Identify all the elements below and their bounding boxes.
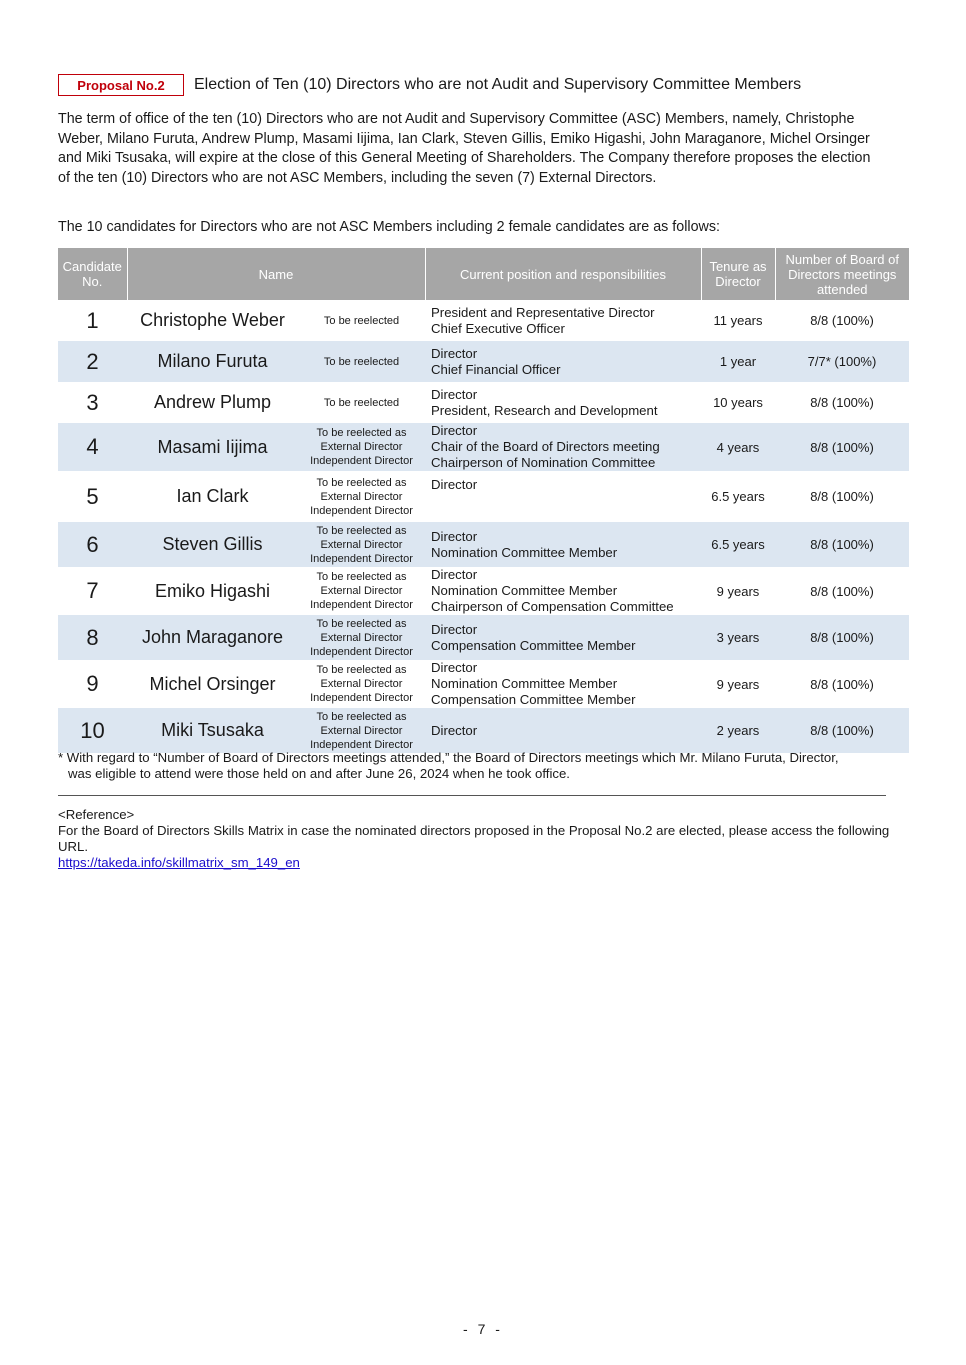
candidate-attendance: 8/8 (100%): [810, 489, 874, 504]
status-line: External Director: [320, 490, 403, 503]
candidate-tenure: 3 years: [701, 615, 775, 660]
candidate-tenure: 1 year: [701, 341, 775, 382]
position-line: Compensation Committee Member: [431, 692, 636, 707]
header-name: Name: [127, 248, 425, 300]
table-row: [58, 382, 909, 423]
proposal-heading: [58, 74, 801, 96]
position-line: Chairperson of Nomination Committee: [431, 455, 656, 470]
footnote: [58, 750, 918, 782]
candidate-position: [425, 300, 701, 341]
position-line: Director: [431, 477, 478, 492]
candidate-position: [425, 423, 701, 471]
reference-section: [58, 807, 918, 871]
status-line: Independent Director: [310, 455, 413, 467]
position-line: Director: [431, 345, 478, 361]
candidate-status: [298, 382, 425, 423]
candidate-name: Miki Tsusaka: [127, 708, 298, 753]
status-line: External Director: [320, 724, 403, 737]
status-line: Independent Director: [310, 599, 413, 611]
candidate-status: [298, 708, 425, 753]
candidate-status: [298, 660, 425, 708]
candidate-name: Andrew Plump: [153, 392, 272, 412]
position-line: Director: [431, 423, 478, 438]
intro-paragraph: The term of office of the ten (10) Directors who are not Audit and Supervisory Committee (ASC) Members, namely, Christophe Weber, Milano Furuta, Andrew Plump, Masami Iijima, Ian Clark, Steven Gillis, Emiko Higashi, John Maraganore, Michel Orsinger and Miki Tsusaka, will expire at the close of this General Meeting of Shareholders. The Company therefore proposes the election of the ten (10) Directors who are not ASC Members, including the seven (7) External Directors.: [58, 111, 871, 186]
position-line: Nomination Committee Member: [431, 583, 618, 598]
candidate-tenure: 11 years: [713, 313, 763, 328]
candidate-tenure: 6.5 years: [711, 489, 765, 504]
candidate-name: Ian Clark: [176, 486, 249, 506]
status-line: Independent Director: [310, 692, 413, 704]
status-line: External Director: [320, 678, 403, 690]
position-line: Nomination Committee Member: [431, 676, 618, 691]
table-lead-text: The 10 candidates for Directors who are not ASC Members including 2 female candidates are as follows:: [58, 219, 720, 235]
position-line: President and Representative Director: [431, 304, 655, 320]
candidate-status: [298, 615, 425, 660]
divider: [58, 795, 886, 796]
table-row: [58, 615, 909, 660]
candidate-attendance: 8/8 (100%): [775, 423, 909, 471]
skills-matrix-link[interactable]: https://takeda.info/skillmatrix_sm_149_en: [58, 855, 300, 870]
table-header-row: [58, 248, 909, 300]
status-line: To be reelected as: [316, 476, 407, 489]
position-line: Chief Executive Officer: [431, 320, 565, 336]
status-line: To be reelected as: [316, 427, 407, 439]
position-line: Chief Financial Officer: [431, 361, 561, 377]
candidate-tenure: 2 years: [701, 708, 775, 753]
candidate-position: [425, 615, 701, 660]
status-line: To be reelected as: [316, 617, 407, 630]
status-line: Independent Director: [310, 738, 413, 751]
table-row: [58, 660, 909, 708]
candidate-no: 6: [58, 522, 127, 567]
candidate-status: [298, 471, 425, 522]
candidate-position: [425, 660, 701, 708]
candidate-name: Emiko Higashi: [154, 580, 271, 601]
status-line: External Director: [320, 631, 403, 644]
candidate-attendance: 8/8 (100%): [775, 708, 909, 753]
candidate-tenure: 9 years: [716, 676, 760, 692]
candidate-attendance: 8/8 (100%): [775, 522, 909, 567]
candidate-position: [425, 471, 701, 522]
status-line: To be reelected as: [316, 664, 407, 676]
candidate-name: Steven Gillis: [127, 522, 298, 567]
candidate-position: [425, 522, 701, 567]
candidate-position: [425, 567, 701, 615]
candidate-no: 10: [58, 708, 127, 753]
candidate-position: [425, 341, 701, 382]
reference-text: For the Board of Directors Skills Matrix in case the nominated directors proposed in the Proposal No.2 are elected, please access the following URL.: [58, 823, 890, 854]
candidate-name: Masami Iijima: [127, 423, 298, 471]
candidate-name: John Maraganore: [127, 615, 298, 660]
status-line: To be reelected: [323, 355, 400, 368]
header-tenure: Tenure as Director: [701, 248, 775, 300]
position-line: Compensation Committee Member: [431, 637, 636, 653]
candidate-tenure: 9 years: [716, 583, 760, 599]
position-line: Director: [431, 567, 478, 582]
status-line: External Director: [320, 441, 403, 453]
table-row: [58, 471, 909, 522]
footnote-line-2: was eligible to attend were those held on and after June 26, 2024 when he took office.: [68, 766, 570, 781]
candidates-table: [58, 248, 909, 753]
header-attendance: Number of Board of Directors meetings attended: [775, 248, 909, 300]
candidate-tenure: 6.5 years: [701, 522, 775, 567]
candidate-position: [425, 382, 701, 423]
position-line: Director: [431, 660, 478, 675]
table-row: [58, 567, 909, 615]
footnote-line-1: * With regard to “Number of Board of Directors meetings attended,” the Board of Directors meetings which Mr. Milano Furuta, Director,: [58, 750, 839, 765]
candidate-position: [425, 708, 701, 753]
candidate-attendance: 8/8 (100%): [810, 583, 874, 599]
candidate-status: [298, 567, 425, 615]
table-row: [58, 708, 909, 753]
position-line: Chair of the Board of Directors meeting: [431, 439, 660, 454]
candidate-status: [298, 423, 425, 471]
candidate-no: 9: [86, 671, 99, 696]
status-line: External Director: [320, 585, 403, 597]
status-line: To be reelected as: [316, 524, 407, 537]
candidate-attendance: 8/8 (100%): [775, 615, 909, 660]
candidate-attendance: 8/8 (100%): [810, 395, 874, 410]
candidate-no: 4: [58, 423, 127, 471]
table-row: [58, 522, 909, 567]
reference-label: <Reference>: [58, 807, 135, 822]
position-line: Director: [431, 722, 478, 738]
proposal-badge: Proposal No.2: [58, 74, 184, 96]
table-row: [58, 300, 909, 341]
table-row: [58, 423, 909, 471]
status-line: Independent Director: [310, 552, 413, 565]
status-line: Independent Director: [310, 645, 413, 658]
candidate-no: 1: [86, 307, 99, 333]
status-line: External Director: [320, 538, 403, 551]
status-line: To be reelected as: [316, 571, 407, 583]
position-line: Chairperson of Compensation Committee: [431, 599, 674, 614]
candidate-no: 3: [86, 389, 99, 415]
candidate-no: 7: [86, 578, 99, 603]
proposal-title: Election of Ten (10) Directors who are not Audit and Supervisory Committee Members: [194, 76, 802, 93]
status-line: To be reelected as: [316, 710, 407, 723]
candidate-name: Michel Orsinger: [149, 673, 276, 694]
header-position: Current position and responsibilities: [425, 248, 701, 300]
status-line: To be reelected: [323, 314, 400, 327]
candidate-no: 2: [58, 341, 127, 382]
candidate-no: 8: [58, 615, 127, 660]
position-line: Director: [431, 386, 478, 402]
position-line: President, Research and Development: [431, 402, 658, 418]
candidate-name: Christophe Weber: [140, 310, 285, 330]
candidate-name: Milano Furuta: [127, 341, 298, 382]
position-line: Nomination Committee Member: [431, 544, 618, 560]
candidate-attendance: 8/8 (100%): [810, 676, 874, 692]
candidate-tenure: 4 years: [701, 423, 775, 471]
candidate-status: [298, 300, 425, 341]
page-number: - 7 -: [463, 1321, 503, 1337]
candidate-no: 5: [86, 483, 99, 509]
candidate-tenure: 10 years: [713, 395, 763, 410]
status-line: To be reelected: [323, 396, 400, 409]
position-line: Director: [431, 528, 478, 544]
candidate-attendance: 8/8 (100%): [810, 313, 874, 328]
position-line: Director: [431, 621, 478, 637]
candidate-status: [298, 341, 425, 382]
table-row: [58, 341, 909, 382]
candidate-status: [298, 522, 425, 567]
candidate-attendance: 7/7* (100%): [775, 341, 909, 382]
status-line: Independent Director: [310, 504, 413, 517]
header-candidate-no: Candidate No.: [58, 248, 127, 300]
